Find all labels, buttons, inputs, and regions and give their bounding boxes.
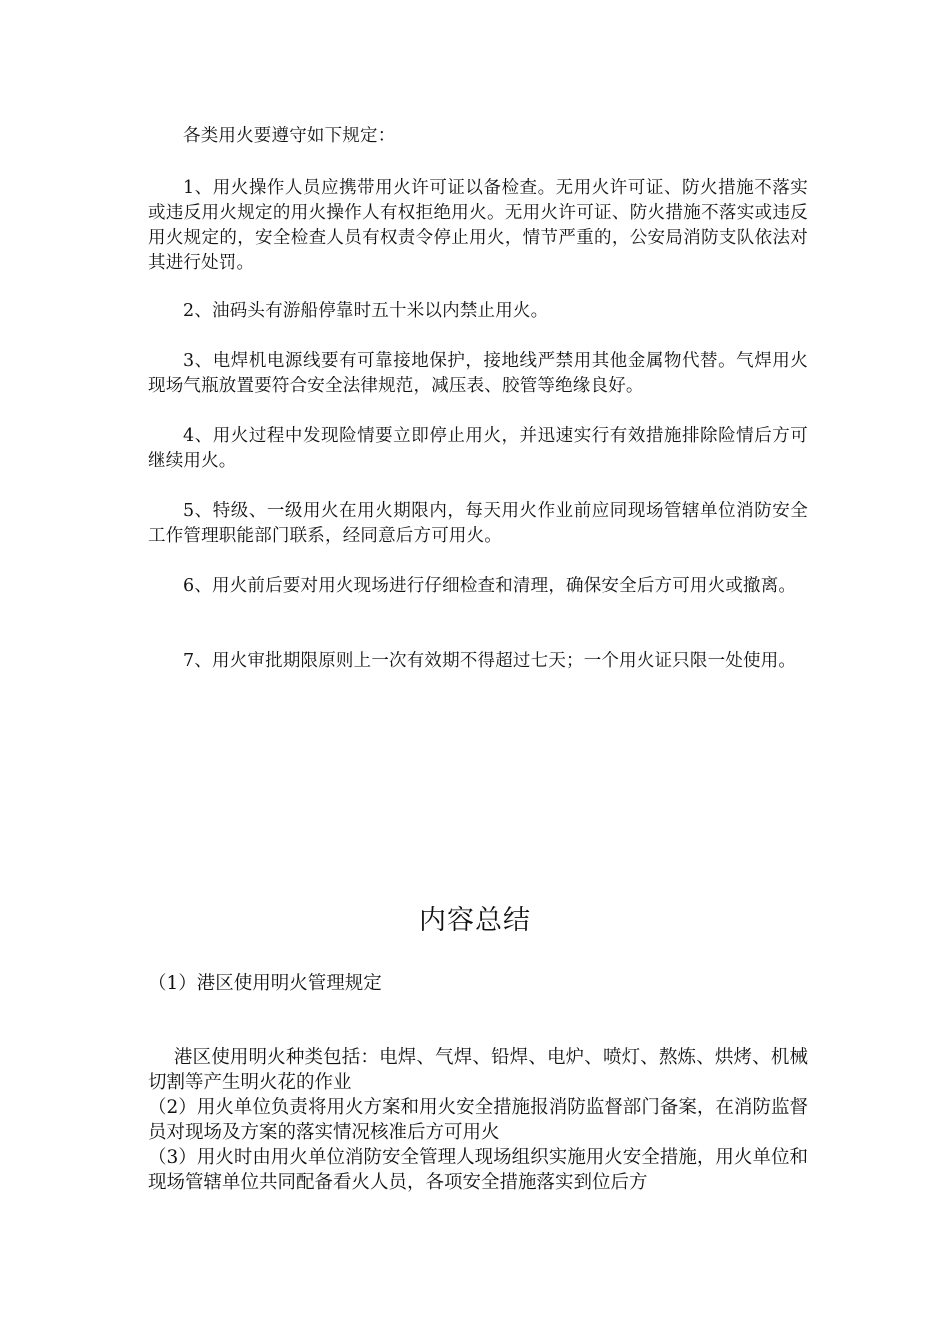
summary-paragraph-2: （2）用火单位负责将用火方案和用火安全措施报消防监督部门备案，在消防监督员对现场及方案的落实情况核准后方可用火 [148,1097,808,1143]
rule-text-7: 7、用火审批期限原则上一次有效期不得超过七天；一个用火证只限一处使用。 [183,651,797,671]
summary-paragraph-3: （3）用火时由用火单位消防安全管理人现场组织实施用火安全措施，用火单位和现场管辖单位共同配备看火人员，各项安全措施落实到位后方 [148,1147,808,1193]
summary-paragraph-1: 港区使用明火种类包括：电焊、气焊、铅焊、电炉、喷灯、熬炼、烘烤、机械切割等产生明火花的作业 [148,1047,808,1093]
rule-text-5: 5、特级、一级用火在用火期限内，每天用火作业前应同现场管辖单位消防安全工作管理职能部门联系，经同意后方可用火。 [148,501,808,546]
intro-text: 各类用火要遵守如下规定： [183,126,396,146]
summary-heading [148,971,808,996]
summary-heading-text: （1）港区使用明火管理规定 [148,973,382,994]
rule-item-5 [148,499,808,549]
rule-text-2: 2、油码头有游船停靠时五十米以内禁止用火。 [183,301,549,321]
summary-body [148,1045,808,1195]
rule-text-3: 3、电焊机电源线要有可靠接地保护，接地线严禁用其他金属物代替。气焊用火现场气瓶放置要符合安全法律规范，减压表、胶管等绝缘良好。 [148,351,808,396]
rule-item-2 [148,299,808,324]
rule-text-4: 4、用火过程中发现险情要立即停止用火，并迅速实行有效措施排除险情后方可继续用火。 [148,426,808,471]
rule-item-7 [148,649,808,674]
intro-paragraph [148,124,808,149]
rule-text-1: 1、用火操作人员应携带用火许可证以备检查。无用火许可证、防火措施不落实或违反用火规定的用火操作人有权拒绝用火。无用火许可证、防火措施不落实或违反用火规定的，安全检查人员有权责令停止用火，情节严重的，公安局消防支队依法对其进行处罚。 [148,178,808,273]
rule-item-1 [148,176,808,276]
rule-item-4 [148,424,808,474]
rule-item-3 [148,349,808,399]
summary-title: 内容总结 [419,905,531,936]
rule-text-6: 6、用火前后要对用火现场进行仔细检查和清理，确保安全后方可用火或撤离。 [183,576,797,596]
rule-item-6 [148,574,808,599]
